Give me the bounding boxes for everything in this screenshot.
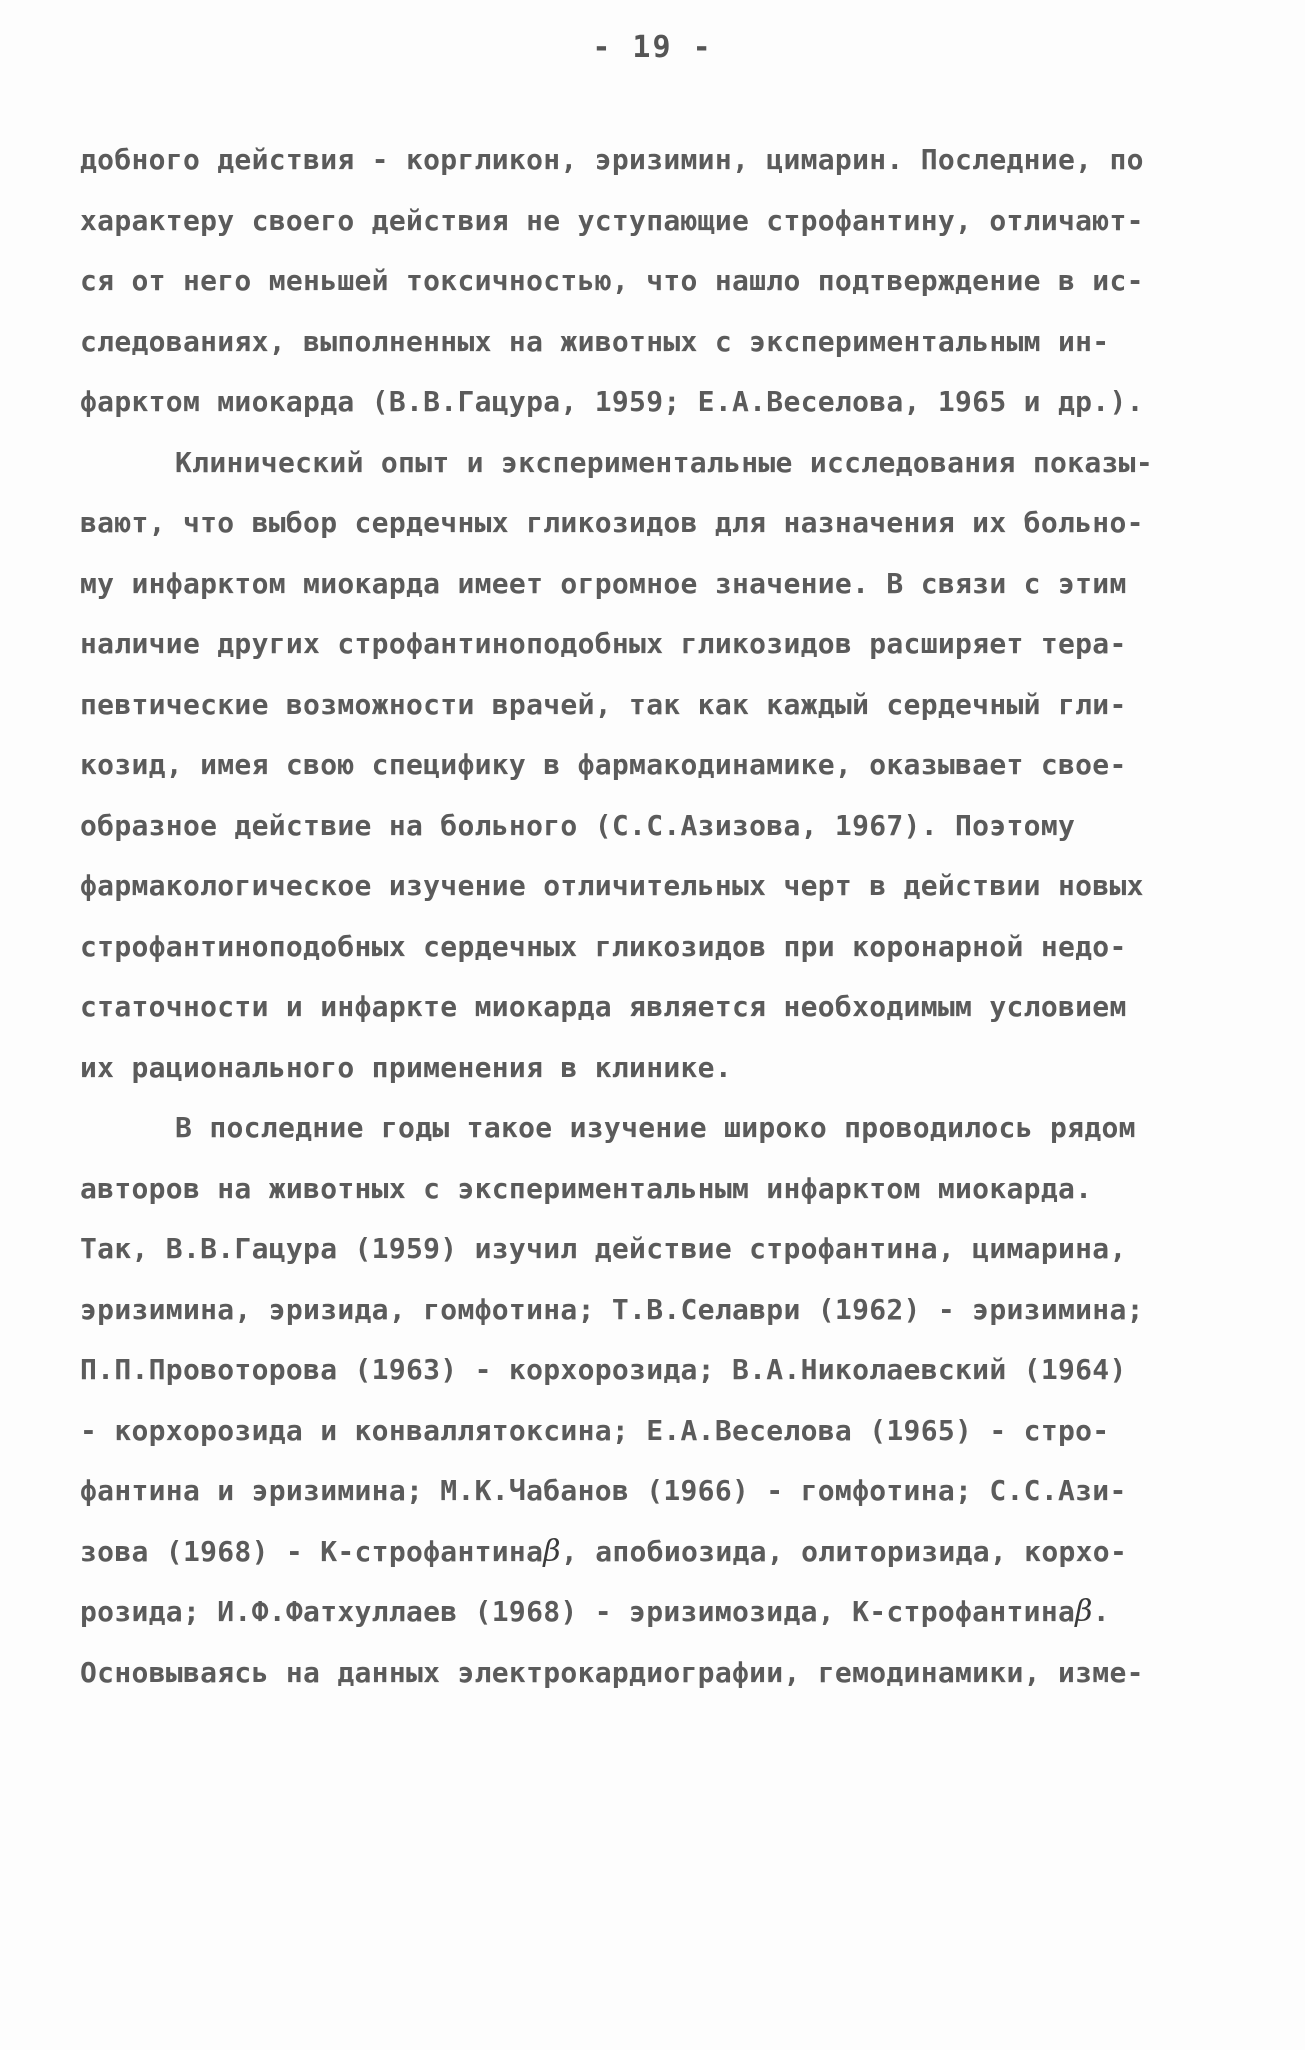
text-line: - корхорозида и конваллятоксина; Е.А.Веселова (1965) - стро- bbox=[80, 1413, 1110, 1447]
text-line: строфантиноподобных сердечных гликозидов при коронарной недо- bbox=[80, 929, 1127, 963]
text-line: Основываясь на данных электрокардиографии, гемодинамики, изме- bbox=[80, 1655, 1144, 1689]
text-line: певтические возможности врачей, так как каждый сердечный гли- bbox=[80, 687, 1127, 721]
text-line bbox=[80, 1534, 1230, 1595]
text-line: наличие других строфантиноподобных гликозидов расширяет тера- bbox=[80, 627, 1127, 660]
body-text bbox=[80, 142, 1230, 1715]
text-line: характеру своего действия не уступающие строфантину, отличают- bbox=[80, 203, 1144, 237]
line-text: , апобиозида, олиторизида, корхо- bbox=[560, 1534, 1128, 1568]
text-line: образное действие на больного (С.С.Азизова, 1967). Поэтому bbox=[80, 808, 1076, 842]
text-line: эризимина, эризида, гомфотина; Т.В.Селаври (1962) - эризимина; bbox=[80, 1292, 1144, 1326]
text-line: следованиях, выполненных на животных с экспериментальным ин- bbox=[80, 324, 1110, 358]
text-line: авторов на животных с экспериментальным инфарктом миокарда. bbox=[80, 1171, 1093, 1205]
text-line: козид, имея свою специфику в фармакодинамике, оказывает свое- bbox=[80, 748, 1127, 781]
line-text: розида; И.Ф.Фатхуллаев (1968) - эризимозида, К-строфантина bbox=[80, 1595, 1076, 1628]
text-line: их рационального применения в клинике. bbox=[80, 1050, 732, 1084]
text-line: В последние годы такое изучение широко проводилось рядом bbox=[175, 1111, 1136, 1144]
page-number: - 19 - bbox=[592, 30, 713, 65]
text-line: Клинический опыт и экспериментальные исследования показы- bbox=[175, 445, 1153, 479]
text-line: вают, что выбор сердечных гликозидов для назначения их больно- bbox=[80, 506, 1144, 539]
text-line: Так, В.В.Гацура (1959) изучил действие строфантина, цимарина, bbox=[80, 1232, 1127, 1265]
text-line: фантина и эризимина; М.К.Чабанов (1966) - гомфотина; С.С.Ази- bbox=[80, 1474, 1127, 1507]
text-line: П.П.Провоторова (1963) - корхорозида; В.А.Николаевский (1964) bbox=[80, 1353, 1127, 1386]
line-text: зова (1968) - К-строфантина bbox=[80, 1534, 544, 1568]
beta-symbol: β bbox=[1075, 1594, 1093, 1629]
text-line: фарктом миокарда (В.В.Гацура, 1959; Е.А.Веселова, 1965 и др.). bbox=[80, 385, 1144, 418]
beta-symbol: β bbox=[543, 1533, 561, 1569]
text-line: статочности и инфаркте миокарда является необходимым условием bbox=[80, 990, 1127, 1023]
text-line: ся от него меньшей токсичностью, что нашло подтверждение в ис- bbox=[80, 264, 1144, 297]
text-line: фармакологическое изучение отличительных черт в действии новых bbox=[80, 869, 1144, 902]
line-text: . bbox=[1092, 1595, 1110, 1628]
text-line: му инфарктом миокарда имеет огромное значение. В связи с этим bbox=[80, 566, 1127, 600]
text-line: добного действия - коргликон, эризимин, цимарин. Последние, по bbox=[80, 143, 1144, 176]
text-line bbox=[80, 1594, 1230, 1655]
